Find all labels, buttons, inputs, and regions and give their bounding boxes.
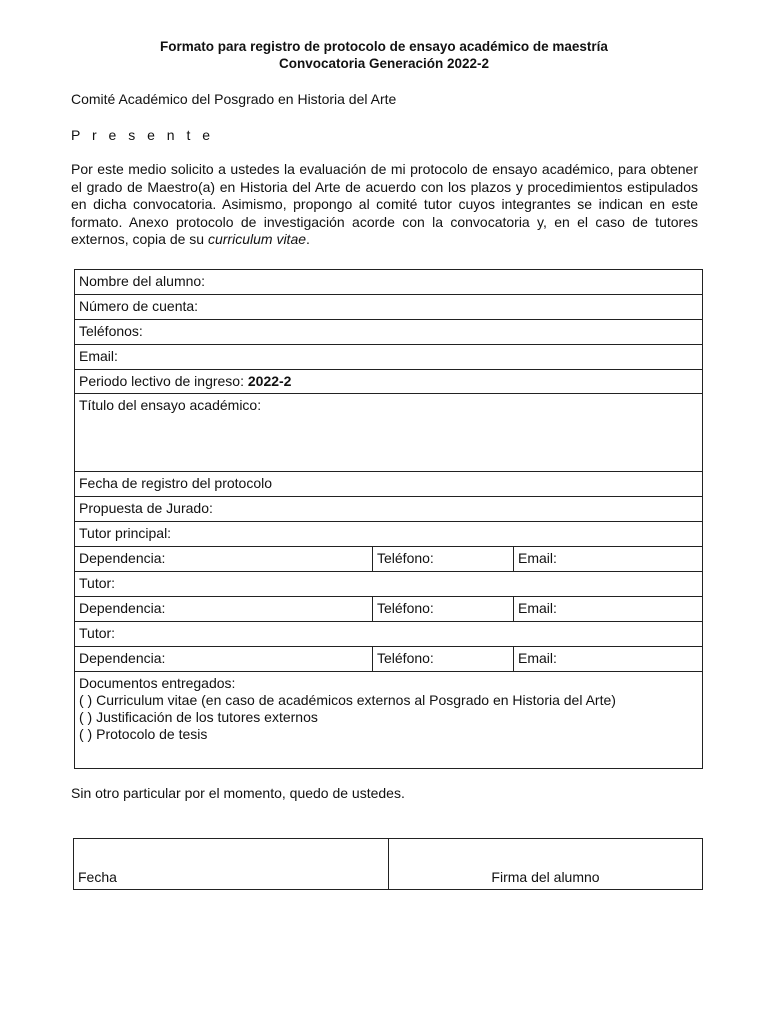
document-title: Formato para registro de protocolo de ensayo académico de maestría xyxy=(160,39,608,54)
letter-body xyxy=(71,161,698,249)
tutor-2-field[interactable]: Tutor: xyxy=(75,572,703,597)
entry-period-value: 2022-2 xyxy=(247,373,292,389)
main-tutor-field[interactable]: Tutor principal: xyxy=(75,522,703,547)
addressee: Comité Académico del Posgrado en Historia del Arte xyxy=(71,91,397,107)
tutor-3-field[interactable]: Tutor: xyxy=(75,622,703,647)
closing-text: Sin otro particular por el momento, quedo de ustedes. xyxy=(71,785,405,801)
phones-field[interactable]: Teléfonos: xyxy=(75,320,703,345)
document-checkbox-justification[interactable]: ( ) Justificación de los tutores externos xyxy=(79,709,318,725)
entry-period-field[interactable] xyxy=(75,370,703,394)
registration-form-table xyxy=(74,269,703,769)
email-field[interactable]: Email: xyxy=(75,345,703,370)
documents-delivered-label: Documentos entregados: xyxy=(79,675,236,691)
document-checkbox-cv[interactable]: ( ) Curriculum vitae (en caso de académicos externos al Posgrado en Historia del Arte) xyxy=(79,692,616,708)
letter-body-main: Por este medio solicito a ustedes la evaluación de mi protocolo de ensayo académico, para obtener el grado de Maestro(a) en Historia del Arte de acuerdo con los plazos y procedimientos estipulados en dicha convocatoria. Asimismo, propongo al comité tutor cuyos integrantes se indican en este formato. Anexo protocolo de investigación acorde con la convocatoria y, en el caso de tutores externos, copia de su xyxy=(71,161,698,248)
document-subtitle: Convocatoria Generación 2022-2 xyxy=(278,56,490,71)
jury-proposal-label: Propuesta de Jurado: xyxy=(75,497,703,522)
tutor-2-email-field[interactable]: Email: xyxy=(514,597,703,622)
entry-period-label: Periodo lectivo de ingreso: xyxy=(79,373,248,389)
letter-body-italic: curriculum vitae xyxy=(207,231,307,248)
tutor-2-phone-field[interactable]: Teléfono: xyxy=(373,597,514,622)
signature-table xyxy=(73,838,703,890)
account-number-field[interactable]: Número de cuenta: xyxy=(75,295,703,320)
documents-delivered-cell xyxy=(75,672,703,769)
student-signature-field[interactable]: Firma del alumno xyxy=(389,839,703,890)
date-signature-field[interactable]: Fecha xyxy=(74,839,389,890)
essay-title-field[interactable]: Título del ensayo académico: xyxy=(75,394,703,472)
main-tutor-dependency-field[interactable]: Dependencia: xyxy=(75,547,373,572)
tutor-2-dependency-field[interactable]: Dependencia: xyxy=(75,597,373,622)
greeting: P r e s e n t e xyxy=(71,127,215,143)
main-tutor-phone-field[interactable]: Teléfono: xyxy=(373,547,514,572)
tutor-3-dependency-field[interactable]: Dependencia: xyxy=(75,647,373,672)
main-tutor-email-field[interactable]: Email: xyxy=(514,547,703,572)
tutor-3-email-field[interactable]: Email: xyxy=(514,647,703,672)
student-name-field[interactable]: Nombre del alumno: xyxy=(75,270,703,295)
registration-date-field[interactable]: Fecha de registro del protocolo xyxy=(75,472,703,497)
document-checkbox-protocol[interactable]: ( ) Protocolo de tesis xyxy=(79,726,208,742)
tutor-3-phone-field[interactable]: Teléfono: xyxy=(373,647,514,672)
letter-body-end: . xyxy=(306,231,310,248)
